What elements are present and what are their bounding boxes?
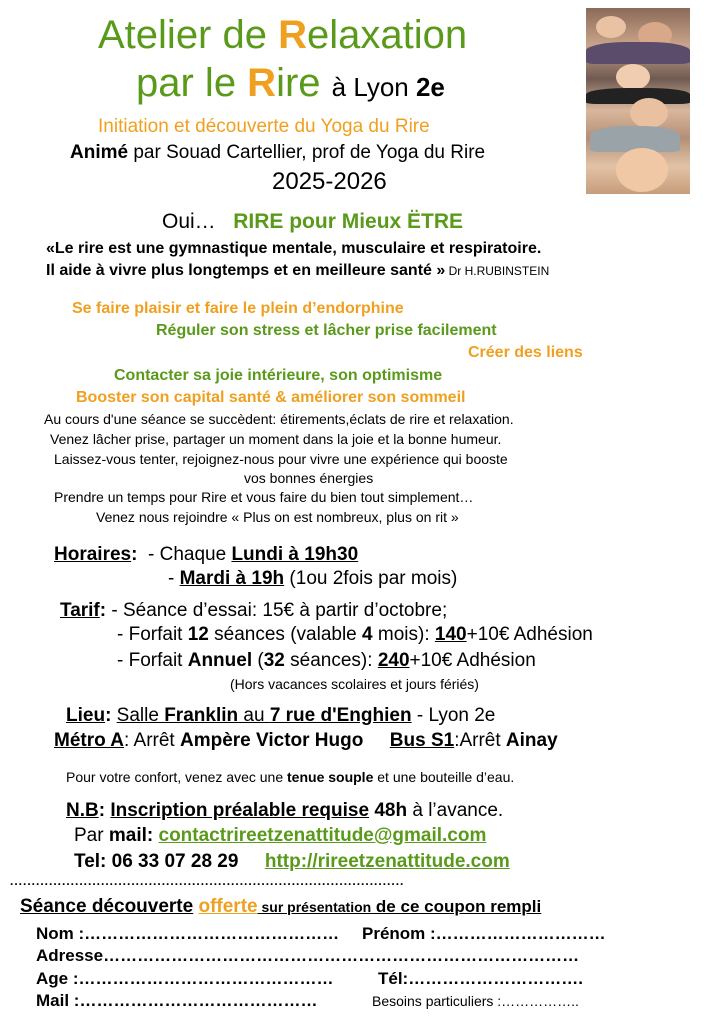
location-text: Salle (116, 705, 165, 726)
tariff-text: +10€ Adhésion (409, 650, 536, 671)
tariff-sessions: 12 (187, 624, 209, 645)
schedule-line1: Horaires: - Chaque Lundi à 19h30 (54, 544, 359, 565)
tariff-price: 240 (377, 650, 410, 671)
season: 2025-2026 (272, 168, 387, 195)
coupon-title-text: sur présentation (257, 899, 372, 915)
mail-line (74, 825, 486, 847)
coupon-title-text: de ce coupon rempli (371, 897, 542, 916)
title-word: ire (276, 61, 321, 105)
tel-line (74, 851, 510, 873)
slogan-main: RIRE pour Mieux ËTRE (233, 210, 464, 233)
benefit-item: Créer des liens (468, 344, 583, 361)
coupon-adresse-field[interactable]: Adresse………………………………………………………………………… (36, 946, 580, 965)
email-link[interactable]: contactrireetzenattitude@gmail.com (158, 825, 487, 846)
title-location-bold: 2e (415, 72, 445, 102)
comfort-clothing: tenue souple (287, 769, 374, 785)
metro-stop: Ampère Victor Hugo (180, 730, 364, 751)
coupon-title (20, 896, 541, 918)
description-line: vos bonnes énergies (244, 470, 374, 486)
tariff-text: +10€ Adhésion (466, 624, 593, 645)
title-highlight-letter: R (278, 13, 307, 57)
coupon-needs-field[interactable]: Besoins particuliers :…………….. (372, 993, 579, 1009)
description-line: Venez nous rejoindre « Plus on est nombreux, plus on rit » (96, 509, 459, 525)
quote-line1: «Le rire est une gymnastique mentale, musculaire et respiratoire. (46, 240, 542, 257)
animator-bold: Animé (70, 142, 129, 163)
schedule-monday: Lundi à 19h30 (231, 544, 359, 565)
page-title-line2 (136, 60, 445, 110)
phone-number: Tel: 06 33 07 28 29 (74, 851, 239, 872)
nb-label: N.B (66, 800, 99, 821)
nb-colon: : (98, 800, 111, 821)
quote-text: Il aide à vivre plus longtemps et en meilleure santé » (46, 262, 446, 279)
title-location: à Lyon (331, 72, 416, 102)
tariff-text: séances (valable (208, 624, 363, 645)
coupon-age-field[interactable]: Age :……………………………………… (36, 969, 334, 988)
page-title-line1 (98, 12, 467, 58)
description-line: Prendre un temps pour Rire et vous faire du bien tout simplement… (54, 489, 474, 505)
nb-requirement: Inscription préalable requise (110, 800, 370, 821)
animator-text: par Souad Cartellier, prof de Yoga du Rire (128, 142, 486, 163)
title-text: par le (136, 61, 248, 105)
tariff-months: 4 (362, 624, 373, 645)
title-highlight-letter: R (247, 61, 277, 105)
comfort-line (66, 769, 514, 785)
coupon-tel-field[interactable]: Tél:…………………………. (378, 969, 583, 988)
quote-line2 (46, 262, 549, 280)
benefit-item: Réguler son stress et lâcher prise facilement (156, 322, 497, 339)
location-room: Franklin (164, 705, 239, 726)
coupon-title-text: Séance découverte (20, 896, 194, 917)
coupon-title-offer: offerte (198, 896, 258, 917)
schedule-prefix: - Chaque (148, 544, 232, 565)
location-label: Lieu (66, 705, 106, 726)
cut-line-separator: ........................................................................................... (10, 874, 405, 888)
tariff-text: ( (252, 650, 264, 671)
animator-line (70, 142, 485, 164)
schedule-tuesday: Mardi à 19h (179, 568, 285, 589)
schedule-label: Horaires (54, 544, 132, 565)
benefit-item: Contacter sa joie intérieure, son optimisme (114, 367, 443, 384)
title-word: elaxation (307, 13, 468, 57)
tariff-text: mois): (372, 624, 435, 645)
title-text: Atelier de (98, 13, 279, 57)
schedule-note: (1ou 2fois par mois) (284, 568, 458, 589)
bus-text: :Arrêt (454, 730, 506, 751)
location-address: 7 rue d'Enghien (269, 705, 412, 726)
schedule-line2 (168, 568, 457, 590)
location-text: au (238, 705, 270, 726)
transport-line (54, 730, 558, 752)
tariff-line1: Tarif: - Séance d’essai: 15€ à partir d’octobre; (60, 600, 448, 621)
tariff-text: - Forfait (117, 624, 188, 645)
description-line: Laissez-vous tenter, rejoignez-nous pour vivre une expérience qui booste (54, 451, 508, 467)
bus-label: Bus S1 (389, 730, 455, 751)
coupon-prenom-field[interactable]: Prénom :………………………… (362, 924, 606, 943)
tariff-label: Tarif (60, 600, 100, 621)
group-laughing-photo (586, 8, 690, 194)
mail-prefix: Par (74, 825, 109, 846)
mail-label: mail: (108, 825, 154, 846)
benefit-item: Se faire plaisir et faire le plein d’endorphine (72, 300, 404, 317)
website-link[interactable]: http://rireetzenattitude.com (264, 851, 510, 872)
tariff-annual: Annuel (187, 650, 253, 671)
location-line: Lieu: Salle Franklin au 7 rue d'Enghien - Lyon 2e (66, 705, 496, 726)
tariff-text: séances): (284, 650, 378, 671)
tariff-price: 140 (434, 624, 467, 645)
nb-line (66, 800, 503, 822)
description-line: Venez lâcher prise, partager un moment dans la joie et la bonne humeur. (50, 431, 502, 447)
tariff-sessions: 32 (263, 650, 285, 671)
comfort-text: et une bouteille d’eau. (373, 769, 515, 785)
subtitle: Initiation et découverte du Yoga du Rire (98, 116, 430, 137)
benefit-item: Booster son capital santé & améliorer son sommeil (76, 389, 466, 406)
bus-stop: Ainay (505, 730, 558, 751)
metro-label: Métro A (54, 730, 125, 751)
slogan-prefix: Oui… (162, 210, 216, 233)
coupon-nom-field[interactable]: Nom :……………………………………… (36, 924, 340, 943)
comfort-text: Pour votre confort, venez avec une (66, 769, 288, 785)
nb-text: à l’avance. (407, 800, 504, 821)
slogan (162, 210, 463, 234)
tariff-line2 (117, 624, 593, 646)
description-line: Au cours d'une séance se succèdent: étirements,éclats de rire et relaxation. (44, 411, 514, 427)
tariff-note: (Hors vacances scolaires et jours fériés) (230, 676, 479, 692)
tariff-text: - Forfait (117, 650, 188, 671)
tariff-line3 (117, 650, 536, 672)
schedule-prefix: - (168, 568, 180, 589)
location-city: - Lyon 2e (411, 705, 496, 726)
tariff-trial: - Séance d’essai: 15€ à partir d’octobre; (111, 600, 448, 621)
quote-author: Dr H.RUBINSTEIN (445, 264, 550, 278)
coupon-mail-field[interactable]: Mail :…………………………………… (36, 991, 318, 1010)
metro-text: : Arrêt (124, 730, 180, 751)
nb-hours: 48h (369, 800, 408, 821)
